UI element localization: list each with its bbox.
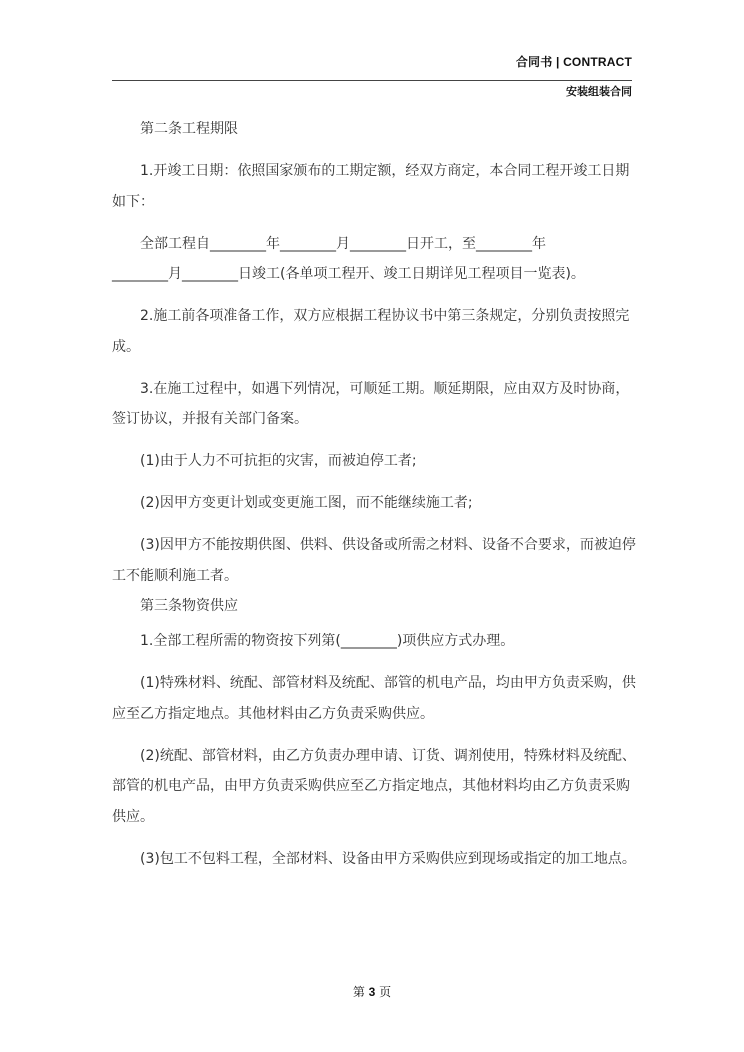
page-number-suffix: 页 [379, 985, 392, 999]
paragraph-schedule-line-1: 全部工程自________年________月________日开工，至________年 [140, 235, 546, 252]
list-item-supply-option-3: (3)包工不包料工程，全部材料、设备由甲方采购供应到现场或指定的加工地点。 [140, 850, 636, 867]
paragraph-start-completion-date: 1.开竣工日期：依照国家颁布的工期定额，经双方商定，本合同工程开竣工日期如下： [112, 162, 630, 210]
paragraph-preparation-work: 2.施工前各项准备工作，双方应根据工程协议书中第三条规定，分别负责按照完成。 [112, 308, 630, 355]
header-brand: 合同书 | CONTRACT [515, 55, 632, 69]
list-item-force-majeure: (1)由于人力不可抗拒的灾害，而被迫停工者; [140, 453, 417, 470]
paragraph-schedule-line-2: ________月________日竣工(各单项工程开、竣工日期详见工程项目一览表)。 [112, 266, 585, 283]
section-heading-article-3: 第三条物资供应 [140, 598, 238, 615]
paragraph-extension-conditions: 3.在施工过程中，如遇下列情况，可顺延工期。顺延期限，应由双方及时协商，签订协议，并报有关部门备案。 [112, 380, 630, 428]
list-item-supply-option-1: (1)特殊材料、统配、部管材料及统配、部管的机电产品，均由甲方负责采购，供应至乙方指定地点。其他材料由乙方负责采购供应。 [112, 675, 636, 722]
list-item-plan-change: (2)因甲方变更计划或变更施工图，而不能继续施工者; [140, 495, 473, 512]
page-number-prefix: 第 [352, 985, 365, 999]
header-document-title: 安装组装合同 [566, 85, 632, 98]
header-divider [112, 80, 632, 81]
list-item-supply-delay: (3)因甲方不能按期供图、供料、供设备或所需之材料、设备不合要求，而被迫停工不能顺利施工者。 [112, 537, 636, 584]
list-item-supply-option-2: (2)统配、部管材料，由乙方负责办理申请、订货、调剂使用，特殊材料及统配、部管的机电产品，由甲方负责采购供应至乙方指定地点，其他材料均由乙方负责采购供应。 [112, 747, 636, 825]
document-body [112, 114, 642, 886]
paragraph-supply-method: 1.全部工程所需的物资按下列第(________)项供应方式办理。 [140, 633, 515, 650]
page-number-value: 3 [368, 985, 376, 999]
page-number [0, 983, 744, 1000]
section-heading-article-2: 第二条工程期限 [140, 121, 238, 137]
